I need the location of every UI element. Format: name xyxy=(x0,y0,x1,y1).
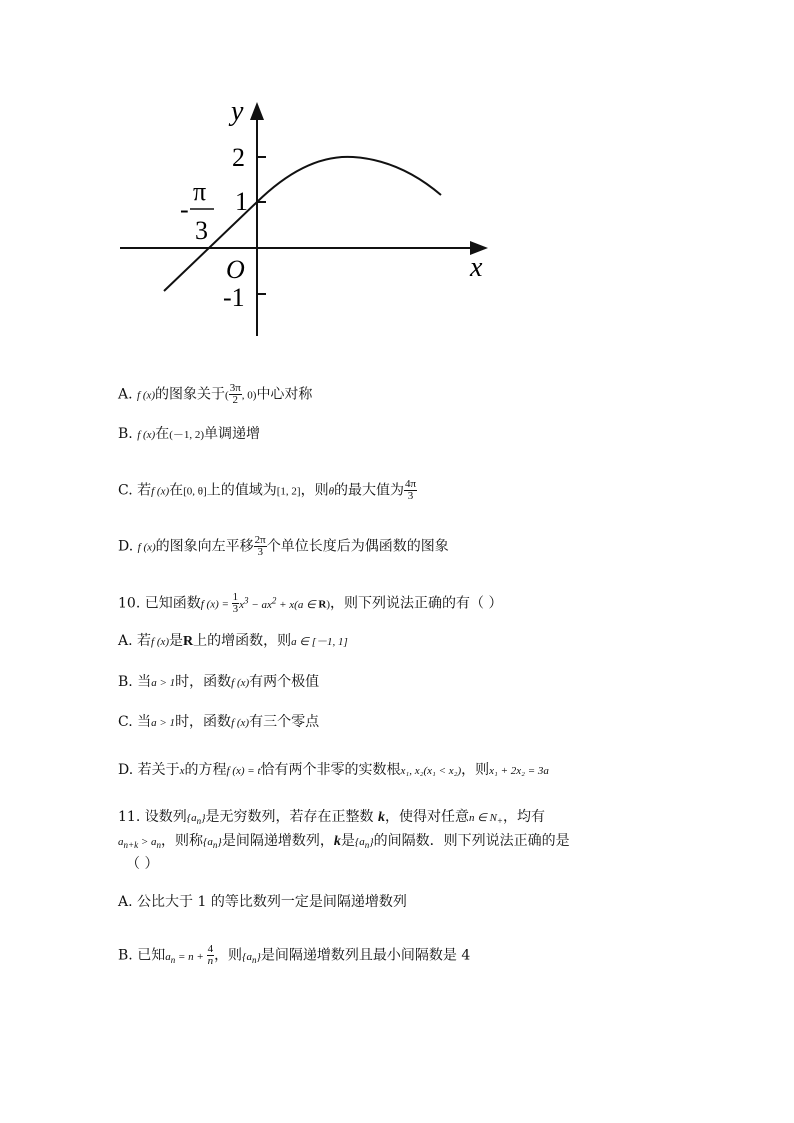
q10-option-d: D. 若关于x的方程f (x) = t恰有两个非零的实数根x₁, x₂(x₁ < x₂)，则x₁ + 2x₂ = 3a xyxy=(118,762,549,778)
y-axis-arrow-icon xyxy=(250,102,264,120)
q11-stem-line2: $a_{n+k} > a_n$，则称$\{a_n\}$是间隔递增数列，k是$\{a_n\}$的间隔数．则下列说法正确的是 xyxy=(118,833,570,851)
q11-stem-line1: 11. 设数列$\{a_n\}$是无穷数列，若存在正整数 k，使得对任意n ∈ $N_+$，均有 xyxy=(118,809,545,827)
pi-numerator: π xyxy=(193,177,207,206)
y-axis-label: y xyxy=(231,96,244,127)
q11-option-b: B. 已知$a_n = n$ + $\frac{4}{n}$ ，则$\{a_n\}$是间隔递增数列且最小间隔数是 4 xyxy=(118,943,471,967)
origin-label: O xyxy=(226,255,245,284)
q11-stem-line3: （ ） xyxy=(126,856,159,872)
tick-label-2: 2 xyxy=(232,143,245,172)
q10-option-a: A. 若f (x)是R上的增函数，则a ∈ [－1, 1] xyxy=(118,633,348,649)
q10-option-b: B. 当a > 1时，函数f (x)有两个极值 xyxy=(118,674,320,690)
q11-option-a: A. 公比大于 1 的等比数列一定是间隔递增数列 xyxy=(118,894,407,910)
q10-option-c: C. 当a > 1时，函数f (x)有三个零点 xyxy=(118,714,320,730)
tick-label-1: 1 xyxy=(235,187,248,216)
x-axis-label: x xyxy=(470,252,483,283)
q9-option-a: A. f (x)的图象关于( $\frac{3\pi}{2}$ , 0)中心对称 xyxy=(118,382,313,406)
neg-pi-sign: - xyxy=(180,195,189,224)
function-graph xyxy=(110,88,510,348)
tick-label-neg1: -1 xyxy=(223,283,245,312)
q10-stem: 10. 已知函数f (x) = $\frac{1}{3}$ $x^3 - ax^2 + x(a$ ∈ R)，则下列说法正确的有（ ） xyxy=(118,591,503,616)
x-axis xyxy=(120,241,488,255)
y-axis xyxy=(250,102,264,336)
q9-option-d: D. f (x)的图象向左平移 $\frac{2\pi}{3}$ 个单位长度后为偶函数的图象 xyxy=(118,534,449,558)
pi-denominator: 3 xyxy=(195,216,208,245)
q9-option-c: C. 若f (x)在[0, θ]上的值域为[1, 2]，则θ的最大值为 $\frac{4\pi}{3}$ xyxy=(118,478,417,502)
q9-option-b: B. f (x)在(－1, 2)单调递增 xyxy=(118,426,261,442)
